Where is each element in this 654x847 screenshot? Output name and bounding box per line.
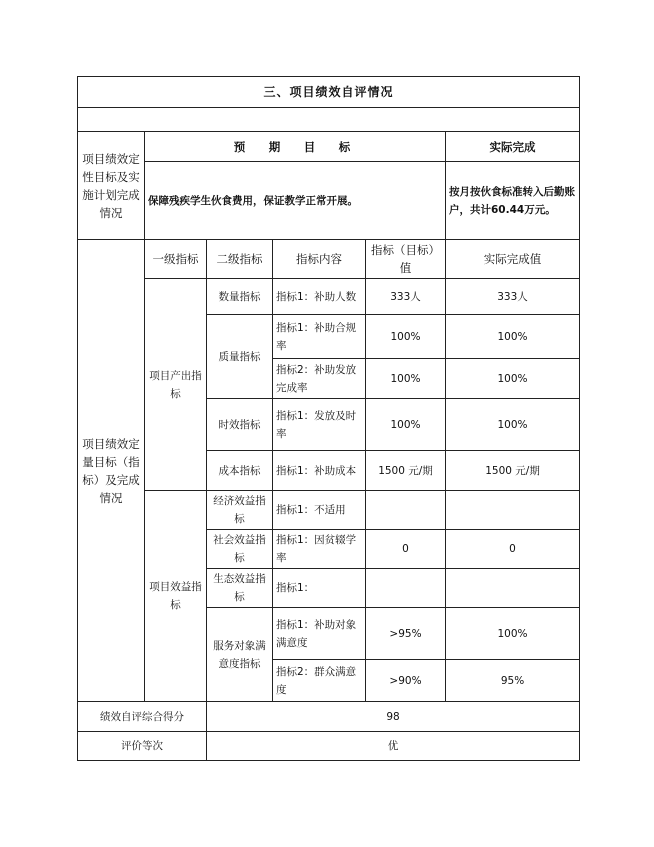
qualitative-label: 项目绩效定性目标及实施计划完成情况 (78, 132, 145, 240)
header-target: 指标（目标）值 (366, 240, 446, 279)
actual-completion-text: 按月按伙食标准转入后勤账户，共计60.44万元。 (446, 162, 580, 240)
empty-row (78, 108, 580, 132)
header-actual: 实际完成值 (446, 240, 580, 279)
performance-table (77, 76, 580, 761)
score-label: 绩效自评综合得分 (78, 702, 207, 732)
row-content: 指标1：补助成本 (273, 451, 366, 491)
row-content: 指标1： (273, 569, 366, 608)
row-content: 指标2：补助发放完成率 (273, 359, 366, 399)
section-title: 三、项目绩效自评情况 (78, 77, 580, 108)
row-target: 0 (366, 530, 446, 569)
row-actual: 100% (446, 608, 580, 660)
row-actual: 1500 元/期 (446, 451, 580, 491)
row-content: 指标1：因贫辍学率 (273, 530, 366, 569)
row-actual (446, 491, 580, 530)
row-actual: 100% (446, 315, 580, 359)
row-actual: 100% (446, 399, 580, 451)
row-content: 指标1：补助合规率 (273, 315, 366, 359)
row-actual: 100% (446, 359, 580, 399)
row-content: 指标2：群众满意度 (273, 660, 366, 702)
row-actual: 0 (446, 530, 580, 569)
grade-value: 优 (207, 732, 580, 761)
row-target (366, 569, 446, 608)
table-row (78, 279, 580, 315)
level2-ecological: 生态效益指标 (207, 569, 273, 608)
level2-economic: 经济效益指标 (207, 491, 273, 530)
expected-goal-text: 保障残疾学生伙食费用，保证教学正常开展。 (145, 162, 446, 240)
row-target: 333人 (366, 279, 446, 315)
quantitative-label: 项目绩效定量目标（指标）及完成情况 (78, 240, 145, 702)
grade-label: 评价等次 (78, 732, 207, 761)
row-content: 指标1：发放及时率 (273, 399, 366, 451)
header-level1: 一级指标 (145, 240, 207, 279)
group-benefit: 项目效益指标 (145, 491, 207, 702)
level2-cost: 成本指标 (207, 451, 273, 491)
row-actual (446, 569, 580, 608)
row-target: 100% (366, 399, 446, 451)
actual-completion-header: 实际完成 (446, 132, 580, 162)
level2-quantity: 数量指标 (207, 279, 273, 315)
level2-social: 社会效益指标 (207, 530, 273, 569)
table-row (78, 491, 580, 530)
row-content: 指标1：补助人数 (273, 279, 366, 315)
level2-timeliness: 时效指标 (207, 399, 273, 451)
expected-goal-header: 预 期 目 标 (145, 132, 446, 162)
header-level2: 二级指标 (207, 240, 273, 279)
row-target: >90% (366, 660, 446, 702)
level2-satisfaction: 服务对象满意度指标 (207, 608, 273, 702)
row-actual: 333人 (446, 279, 580, 315)
level2-quality: 质量指标 (207, 315, 273, 399)
row-content: 指标1：不适用 (273, 491, 366, 530)
row-actual: 95% (446, 660, 580, 702)
row-target: 100% (366, 359, 446, 399)
group-output: 项目产出指标 (145, 279, 207, 491)
header-content: 指标内容 (273, 240, 366, 279)
score-value: 98 (207, 702, 580, 732)
row-target: 100% (366, 315, 446, 359)
row-target (366, 491, 446, 530)
row-target: >95% (366, 608, 446, 660)
row-content: 指标1：补助对象满意度 (273, 608, 366, 660)
row-target: 1500 元/期 (366, 451, 446, 491)
